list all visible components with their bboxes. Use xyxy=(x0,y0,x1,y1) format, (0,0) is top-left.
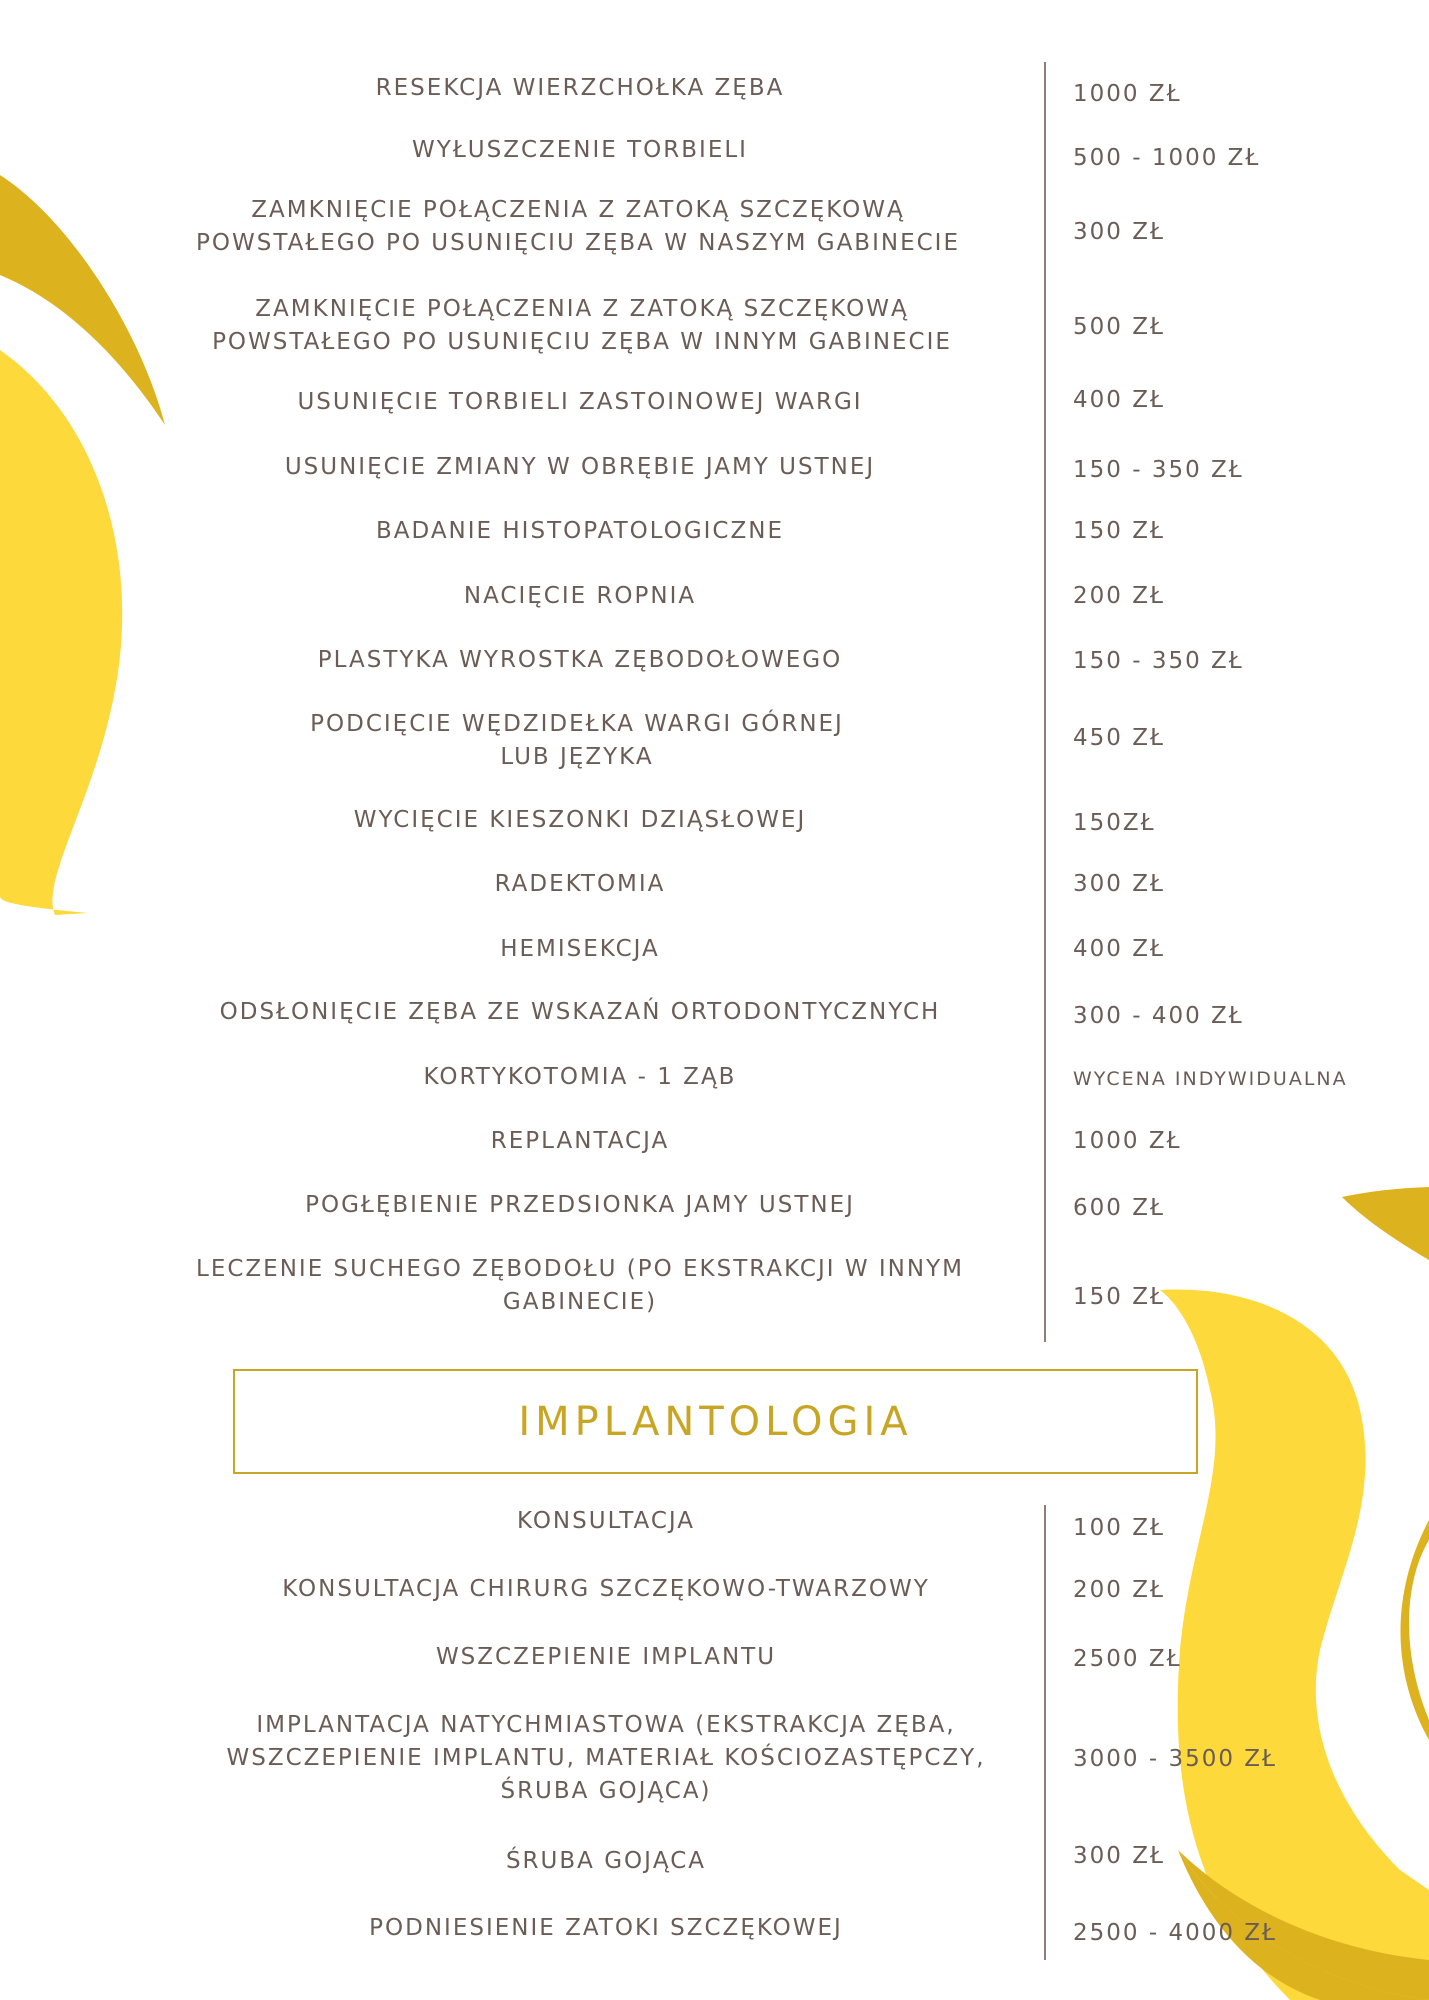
surgery-service-name xyxy=(196,1253,964,1319)
surgery-price: WYCENA INDYWIDUALNA xyxy=(1073,1068,1348,1090)
surgery-service-name xyxy=(412,134,748,167)
service-line: ZAMKNIĘCIE POŁĄCZENIA Z ZATOKĄ SZCZĘKOWĄ xyxy=(251,197,905,223)
service-line: KONSULTACJA CHIRURG SZCZĘKOWO-TWARZOWY xyxy=(282,1576,930,1602)
implant-service-name xyxy=(226,1709,985,1808)
surgery-service-name xyxy=(305,1189,855,1222)
implant-price: 200 ZŁ xyxy=(1073,1577,1165,1603)
surgery-price: 300 ZŁ xyxy=(1073,871,1165,897)
implant-service-name xyxy=(282,1573,930,1606)
implant-service-name xyxy=(517,1505,695,1538)
implant-price: 100 ZŁ xyxy=(1073,1515,1165,1541)
surgery-service-name xyxy=(495,868,666,901)
service-line: WSZCZEPIENIE IMPLANTU xyxy=(435,1644,777,1670)
surgery-service-name xyxy=(297,386,862,419)
implant-price: 300 ZŁ xyxy=(1073,1843,1165,1869)
section-header-box xyxy=(233,1369,1198,1474)
surgery-price: 150 ZŁ xyxy=(1073,518,1165,544)
implant-service-name xyxy=(369,1912,843,1945)
service-line: USUNIĘCIE ZMIANY W OBRĘBIE JAMY USTNEJ xyxy=(284,454,876,480)
service-line: ODSŁONIĘCIE ZĘBA ZE WSKAZAŃ ORTODONTYCZNYCH xyxy=(219,999,941,1025)
surgery-service-name xyxy=(491,1125,669,1158)
implant-service-name xyxy=(506,1845,706,1878)
service-line: WYŁUSZCZENIE TORBIELI xyxy=(412,137,748,163)
surgery-service-name xyxy=(500,933,660,966)
service-line: LUB JĘZYKA xyxy=(500,744,654,770)
implant-price: 2500 ZŁ xyxy=(1073,1646,1182,1672)
surgery-service-name xyxy=(196,194,960,260)
surgery-price: 150 - 350 ZŁ xyxy=(1073,648,1244,674)
service-line: RESEKCJA WIERZCHOŁKA ZĘBA xyxy=(375,75,785,101)
service-line: KONSULTACJA xyxy=(517,1508,695,1534)
service-line: PODCIĘCIE WĘDZIDEŁKA WARGI GÓRNEJ xyxy=(310,711,844,737)
service-line: HEMISEKCJA xyxy=(500,936,660,962)
surgery-service-name xyxy=(376,515,784,548)
surgery-service-name xyxy=(285,451,875,484)
service-line: KORTYKOTOMIA - 1 ZĄB xyxy=(423,1064,737,1090)
service-line: LECZENIE SUCHEGO ZĘBODOŁU (PO EKSTRAKCJI W INNYM xyxy=(196,1256,964,1282)
service-line: WYCIĘCIE KIESZONKI DZIĄSŁOWEJ xyxy=(353,807,807,833)
surgery-price: 1000 ZŁ xyxy=(1073,81,1182,107)
surgery-price: 150 - 350 ZŁ xyxy=(1073,457,1244,483)
service-line: REPLANTACJA xyxy=(490,1128,670,1154)
implant-price: 2500 - 4000 ZŁ xyxy=(1073,1920,1277,1946)
implant-service-name xyxy=(436,1641,776,1674)
service-line: POWSTAŁEGO PO USUNIĘCIU ZĘBA W NASZYM GABINECIE xyxy=(196,230,960,256)
service-line: ZAMKNIĘCIE POŁĄCZENIA Z ZATOKĄ SZCZĘKOWĄ xyxy=(255,296,909,322)
service-line: POWSTAŁEGO PO USUNIĘCIU ZĘBA W INNYM GABINECIE xyxy=(212,329,952,355)
surgery-price: 400 ZŁ xyxy=(1073,936,1165,962)
service-line: ŚRUBA GOJĄCA) xyxy=(500,1778,712,1804)
service-line: RADEKTOMIA xyxy=(494,871,666,897)
surgery-price: 150ZŁ xyxy=(1073,810,1156,836)
surgery-service-name xyxy=(220,996,941,1029)
service-line: ŚRUBA GOJĄCA xyxy=(505,1848,707,1874)
section-title: IMPLANTOLOGIA xyxy=(518,1398,913,1445)
surgery-price: 300 ZŁ xyxy=(1073,219,1165,245)
service-line: NACIĘCIE ROPNIA xyxy=(463,583,697,609)
service-line: BADANIE HISTOPATOLOGICZNE xyxy=(376,518,784,544)
surgery-price: 500 ZŁ xyxy=(1073,314,1165,340)
implant-price: 3000 - 3500 ZŁ xyxy=(1073,1746,1277,1772)
surgery-price: 200 ZŁ xyxy=(1073,583,1165,609)
surgery-price: 450 ZŁ xyxy=(1073,725,1165,751)
surgery-price: 1000 ZŁ xyxy=(1073,1128,1182,1154)
surgery-price: 150 ZŁ xyxy=(1073,1284,1165,1310)
service-line: USUNIĘCIE TORBIELI ZASTOINOWEJ WARGI xyxy=(297,389,863,415)
service-line: IMPLANTACJA NATYCHMIASTOWA (EKSTRAKCJA ZĘBA, xyxy=(256,1712,956,1738)
service-line: WSZCZEPIENIE IMPLANTU, MATERIAŁ KOŚCIOZASTĘPCZY, xyxy=(226,1745,986,1771)
surgery-service-name xyxy=(354,804,807,837)
surgery-service-name xyxy=(464,580,696,613)
service-line: PODNIESIENIE ZATOKI SZCZĘKOWEJ xyxy=(369,1915,843,1941)
service-line: PLASTYKA WYROSTKA ZĘBODOŁOWEGO xyxy=(317,647,843,673)
surgery-service-name xyxy=(376,72,785,105)
service-line: GABINECIE) xyxy=(502,1289,658,1315)
surgery-price: 600 ZŁ xyxy=(1073,1195,1165,1221)
service-line: POGŁĘBIENIE PRZEDSIONKA JAMY USTNEJ xyxy=(305,1192,855,1218)
surgery-price: 400 ZŁ xyxy=(1073,387,1165,413)
surgery-price: 500 - 1000 ZŁ xyxy=(1073,145,1261,171)
surgery-service-name xyxy=(310,708,844,774)
surgery-service-name xyxy=(212,293,952,359)
surgery-service-name xyxy=(424,1061,737,1094)
surgery-price: 300 - 400 ZŁ xyxy=(1073,1003,1244,1029)
surgery-service-name xyxy=(318,644,842,677)
